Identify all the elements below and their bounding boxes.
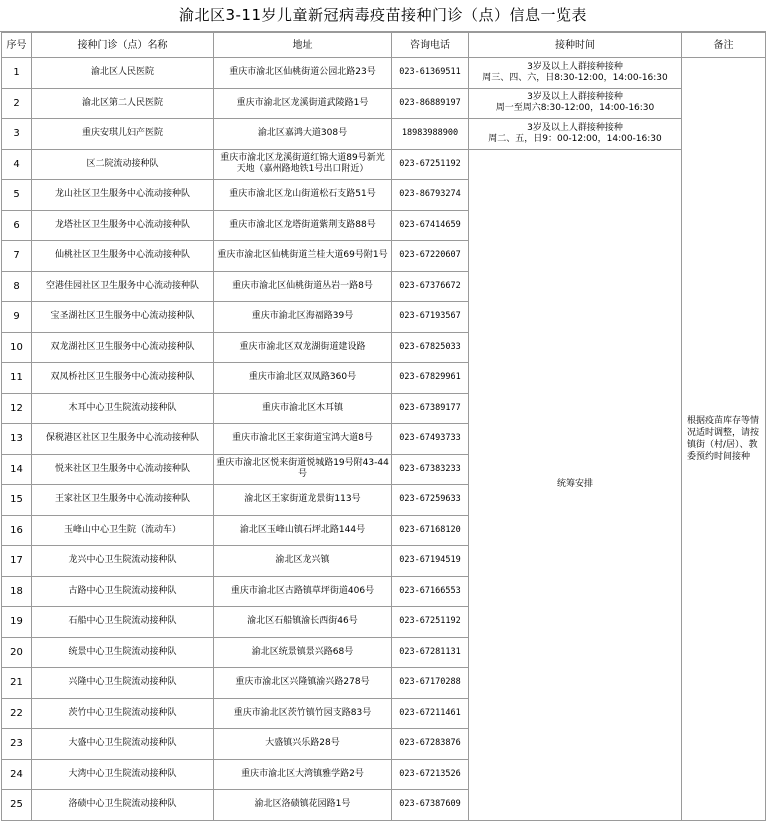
cell-address: 重庆市渝北区龙山街道松石支路51号: [214, 180, 392, 211]
cell-phone: 023-67493733: [392, 424, 469, 455]
cell-no: 19: [2, 607, 32, 638]
cell-phone: 023-67166553: [392, 576, 469, 607]
cell-no: 5: [2, 180, 32, 211]
cell-no: 16: [2, 515, 32, 546]
time-line-1: 3岁及以上人群接种接种: [527, 122, 623, 133]
cell-phone: 023-86793274: [392, 180, 469, 211]
cell-phone: 023-67211461: [392, 698, 469, 729]
cell-address: 重庆市渝北区龙溪街道武陵路1号: [214, 88, 392, 119]
cell-name: 双龙湖社区卫生服务中心流动接种队: [32, 332, 214, 363]
cell-phone: 023-67387609: [392, 790, 469, 821]
cell-address: 重庆市渝北区仙桃街道兰桂大道69号附1号: [214, 241, 392, 272]
table-row: [2, 58, 766, 89]
cell-name: 玉峰山中心卫生院（流动车）: [32, 515, 214, 546]
cell-phone: 023-67251192: [392, 149, 469, 180]
cell-no: 8: [2, 271, 32, 302]
cell-name: 龙塔社区卫生服务中心流动接种队: [32, 210, 214, 241]
table-row: [2, 88, 766, 119]
cell-address: 渝北区嘉鸿大道308号: [214, 119, 392, 150]
cell-name: 宝圣湖社区卫生服务中心流动接种队: [32, 302, 214, 333]
cell-name: 木耳中心卫生院流动接种队: [32, 393, 214, 424]
cell-phone: 023-67170288: [392, 668, 469, 699]
cell-name: 王家社区卫生服务中心流动接种队: [32, 485, 214, 516]
cell-no: 20: [2, 637, 32, 668]
cell-no: 11: [2, 363, 32, 394]
cell-time-shared: 统筹安排: [469, 149, 682, 820]
cell-phone: 023-67220607: [392, 241, 469, 272]
cell-phone: 023-61369511: [392, 58, 469, 89]
cell-address: 重庆市渝北区龙溪街道红锦大道89号新光天地（嘉州路地铁1号出口附近）: [214, 149, 392, 180]
cell-address: 重庆市渝北区茨竹镇竹园支路83号: [214, 698, 392, 729]
cell-name: 悦来社区卫生服务中心流动接种队: [32, 454, 214, 485]
table-row: [2, 119, 766, 150]
cell-address: 重庆市渝北区双凤路360号: [214, 363, 392, 394]
cell-time: [469, 119, 682, 150]
cell-name: 洛碛中心卫生院流动接种队: [32, 790, 214, 821]
cell-no: 18: [2, 576, 32, 607]
cell-phone: 023-67193567: [392, 302, 469, 333]
time-line-2: 周一至周六8:30-12:00，14:00-16:30: [495, 103, 655, 114]
cell-no: 17: [2, 546, 32, 577]
cell-no: 21: [2, 668, 32, 699]
cell-address: 重庆市渝北区大湾镇雅学路2号: [214, 759, 392, 790]
cell-address: 重庆市渝北区兴隆镇渝兴路278号: [214, 668, 392, 699]
cell-no: 23: [2, 729, 32, 760]
cell-phone: 023-67414659: [392, 210, 469, 241]
cell-phone: 023-67283876: [392, 729, 469, 760]
cell-phone: 023-67168120: [392, 515, 469, 546]
cell-name: 双凤桥社区卫生服务中心流动接种队: [32, 363, 214, 394]
cell-phone: 023-67194519: [392, 546, 469, 577]
cell-address: 重庆市渝北区木耳镇: [214, 393, 392, 424]
cell-phone: 023-67383233: [392, 454, 469, 485]
cell-phone: 023-67825033: [392, 332, 469, 363]
header-time: 接种时间: [469, 33, 682, 58]
time-line-2: 周三、四、六，日8:30-12:00，14:00-16:30: [482, 72, 668, 83]
cell-name: 区二院流动接种队: [32, 149, 214, 180]
cell-phone: 023-67251192: [392, 607, 469, 638]
cell-address: 重庆市渝北区海福路39号: [214, 302, 392, 333]
cell-address: 重庆市渝北区仙桃街道公园北路23号: [214, 58, 392, 89]
cell-phone: 023-86889197: [392, 88, 469, 119]
cell-name: 统景中心卫生院流动接种队: [32, 637, 214, 668]
cell-no: 10: [2, 332, 32, 363]
time-line-2: 周二、五，日9：00-12:00，14:00-16:30: [488, 133, 662, 144]
header-phone: 咨询电话: [392, 33, 469, 58]
table-row: [2, 149, 766, 180]
cell-name: 仙桃社区卫生服务中心流动接种队: [32, 241, 214, 272]
header-name: 接种门诊（点）名称: [32, 33, 214, 58]
cell-name: 兴隆中心卫生院流动接种队: [32, 668, 214, 699]
header-no: 序号: [2, 33, 32, 58]
cell-address: 重庆市渝北区古路镇草坪街道406号: [214, 576, 392, 607]
cell-address: 大盛镇兴乐路28号: [214, 729, 392, 760]
cell-name: 渝北区第二人民医院: [32, 88, 214, 119]
cell-name: 重庆安琪儿妇产医院: [32, 119, 214, 150]
cell-phone: 18983988900: [392, 119, 469, 150]
cell-address: 渝北区王家街道龙景街113号: [214, 485, 392, 516]
cell-no: 4: [2, 149, 32, 180]
cell-no: 9: [2, 302, 32, 333]
header-note: 备注: [682, 33, 766, 58]
cell-address: 渝北区石船镇渝长西街46号: [214, 607, 392, 638]
cell-phone: 023-67829961: [392, 363, 469, 394]
cell-address: 重庆市渝北区仙桃街道丛岩一路8号: [214, 271, 392, 302]
cell-address: 渝北区洛碛镇花园路1号: [214, 790, 392, 821]
cell-no: 25: [2, 790, 32, 821]
time-line-1: 3岁及以上人群接种接种: [527, 61, 623, 72]
cell-name: 龙山社区卫生服务中心流动接种队: [32, 180, 214, 211]
cell-phone: 023-67213526: [392, 759, 469, 790]
cell-no: 6: [2, 210, 32, 241]
clinic-table: [1, 32, 766, 821]
cell-no: 15: [2, 485, 32, 516]
cell-name: 渝北区人民医院: [32, 58, 214, 89]
cell-address: 重庆市渝北区王家街道宝鸿大道8号: [214, 424, 392, 455]
cell-name: 保税港区社区卫生服务中心流动接种队: [32, 424, 214, 455]
cell-phone: 023-67376672: [392, 271, 469, 302]
cell-name: 龙兴中心卫生院流动接种队: [32, 546, 214, 577]
cell-no: 12: [2, 393, 32, 424]
cell-phone: 023-67259633: [392, 485, 469, 516]
cell-no: 14: [2, 454, 32, 485]
cell-no: 22: [2, 698, 32, 729]
cell-no: 13: [2, 424, 32, 455]
time-line-1: 3岁及以上人群接种接种: [527, 92, 623, 103]
cell-name: 空港佳园社区卫生服务中心流动接种队: [32, 271, 214, 302]
cell-name: 大湾中心卫生院流动接种队: [32, 759, 214, 790]
cell-name: 石船中心卫生院流动接种队: [32, 607, 214, 638]
cell-address: 重庆市渝北区双龙湖街道建设路: [214, 332, 392, 363]
cell-no: 24: [2, 759, 32, 790]
cell-name: 茨竹中心卫生院流动接种队: [32, 698, 214, 729]
header-address: 地址: [214, 33, 392, 58]
cell-address: 渝北区玉峰山镇石坪北路144号: [214, 515, 392, 546]
cell-address: 重庆市渝北区悦来街道悦城路19号附43-44号: [214, 454, 392, 485]
cell-time: [469, 88, 682, 119]
cell-no: 2: [2, 88, 32, 119]
cell-phone: 023-67281131: [392, 637, 469, 668]
cell-address: 渝北区统景镇景兴路68号: [214, 637, 392, 668]
cell-address: 重庆市渝北区龙塔街道紫荆支路88号: [214, 210, 392, 241]
cell-no: 1: [2, 58, 32, 89]
cell-no: 3: [2, 119, 32, 150]
page-title: 渝北区3-11岁儿童新冠病毒疫苗接种门诊（点）信息一览表: [0, 0, 766, 32]
cell-address: 渝北区龙兴镇: [214, 546, 392, 577]
cell-phone: 023-67389177: [392, 393, 469, 424]
header-row: [2, 33, 766, 58]
cell-no: 7: [2, 241, 32, 272]
cell-name: 古路中心卫生院流动接种队: [32, 576, 214, 607]
cell-name: 大盛中心卫生院流动接种队: [32, 729, 214, 760]
cell-note: 根据疫苗库存等情况适时调整，请按镇街（村/居）、教委预约时间接种: [682, 58, 766, 821]
cell-time: [469, 58, 682, 89]
